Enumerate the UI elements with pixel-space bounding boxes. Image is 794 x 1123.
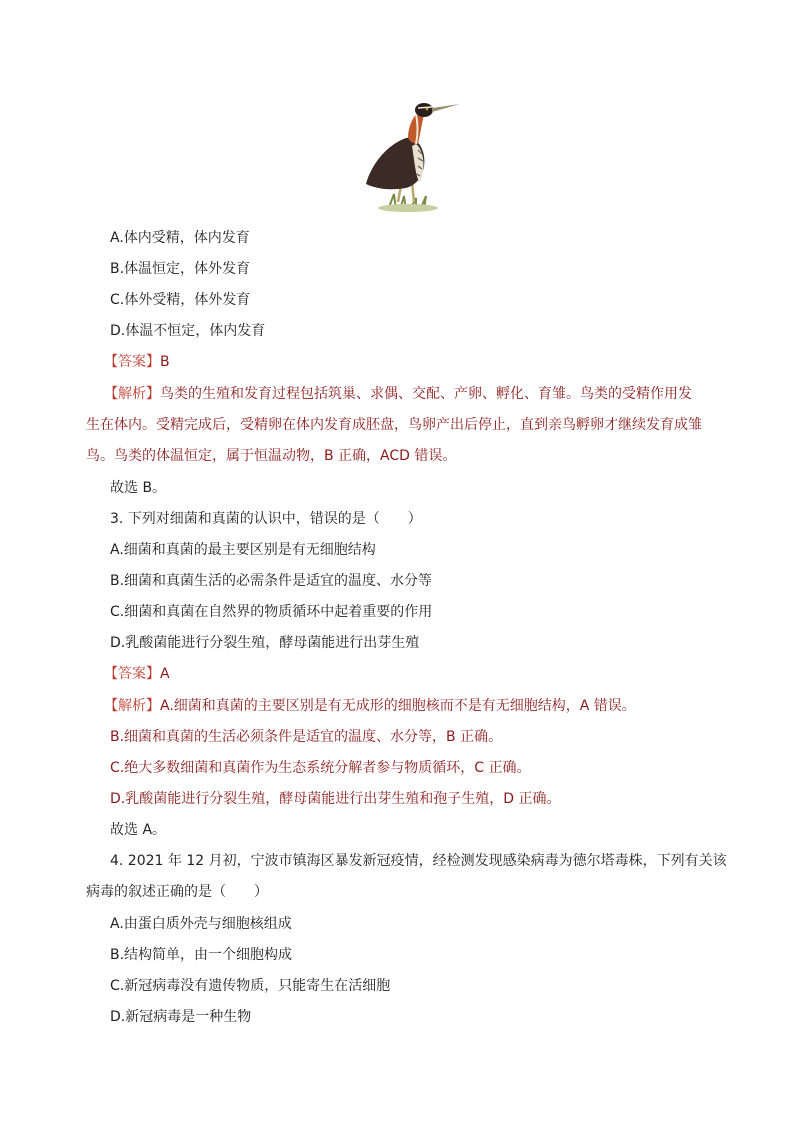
answer-value: A <box>160 666 170 682</box>
analysis-tag: 【解析】 <box>104 698 160 714</box>
bird-illustration <box>360 98 462 216</box>
q2-analysis-line-2: 生在体内。受精完成后，受精卵在体内发育成胚盘，鸟卵产出后停止，直到亲鸟孵卵才继续发育成雏 <box>86 417 702 433</box>
q2-answer <box>104 352 170 372</box>
q4-option-d: D.新冠病毒是一种生物 <box>110 1009 252 1025</box>
q4-option-c: C.新冠病毒没有遗传物质，只能寄生在活细胞 <box>110 978 391 994</box>
q4-option-a: A.由蛋白质外壳与细胞核组成 <box>110 916 292 932</box>
q4-stem-line-1: 4. 2021 年 12 月初，宁波市镇海区暴发新冠疫情，经检测发现感染病毒为德尔塔毒株，下列有关该 <box>110 853 727 869</box>
q2-analysis-line-1 <box>104 384 692 404</box>
answer-tag: 【答案】 <box>104 666 160 682</box>
q2-option-c: C.体外受精，体外发育 <box>110 292 251 308</box>
q3-analysis-line-2: B.细菌和真菌的生活必须条件是适宜的温度、水分等，B 正确。 <box>110 729 503 745</box>
answer-tag: 【答案】 <box>104 354 160 370</box>
q3-conclusion: 故选 A。 <box>110 822 167 838</box>
q3-analysis-line-1 <box>104 696 636 716</box>
q3-stem: 3. 下列对细菌和真菌的认识中，错误的是（ ） <box>110 511 422 527</box>
q3-option-d: D.乳酸菌能进行分裂生殖，酵母菌能进行出芽生殖 <box>110 635 420 651</box>
q2-option-a: A.体内受精，体内发育 <box>110 230 250 246</box>
analysis-text: 鸟类的生殖和发育过程包括筑巢、求偶、交配、产卵、孵化、育雏。鸟类的受精作用发 <box>160 386 692 402</box>
q3-option-b: B.细菌和真菌生活的必需条件是适宜的温度、水分等 <box>110 573 433 589</box>
q4-option-b: B.结构简单，由一个细胞构成 <box>110 947 293 963</box>
q2-option-b: B.体温恒定，体外发育 <box>110 261 251 277</box>
q3-option-a: A.细菌和真菌的最主要区别是有无细胞结构 <box>110 542 376 558</box>
analysis-text: A.细菌和真菌的主要区别是有无成形的细胞核而不是有无细胞结构，A 错误。 <box>160 698 636 714</box>
q3-option-c: C.细菌和真菌在自然界的物质循环中起着重要的作用 <box>110 604 433 620</box>
analysis-tag: 【解析】 <box>104 386 160 402</box>
q3-answer <box>104 664 170 684</box>
q3-analysis-line-4: D.乳酸菌能进行分裂生殖，酵母菌能进行出芽生殖和孢子生殖，D 正确。 <box>110 791 561 807</box>
q2-analysis-line-3: 鸟。鸟类的体温恒定，属于恒温动物，B 正确，ACD 错误。 <box>86 448 457 464</box>
q2-option-d: D.体温不恒定，体内发育 <box>110 323 266 339</box>
q4-stem-line-2: 病毒的叙述正确的是（ ） <box>86 884 268 900</box>
q2-conclusion: 故选 B。 <box>110 480 167 496</box>
q3-analysis-line-3: C.绝大多数细菌和真菌作为生态系统分解者参与物质循环，C 正确。 <box>110 760 531 776</box>
answer-value: B <box>160 354 170 370</box>
